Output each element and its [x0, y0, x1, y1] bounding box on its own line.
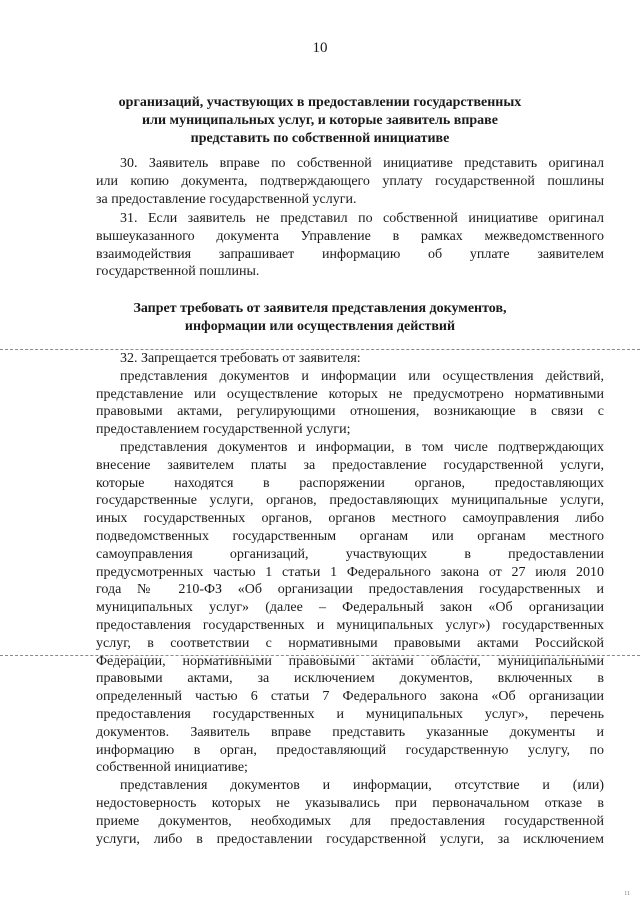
- text-line: недостоверность которых не указывались при первоначальном отказе в: [96, 795, 604, 811]
- text-line: правовыми актами, за исключением документов, включенных в: [96, 671, 604, 687]
- heading-line: информации или осуществления действий: [184, 319, 456, 334]
- text-line: Федерации, нормативными правовыми актами области, муниципальными: [96, 653, 604, 669]
- text-line: документов. Заявитель вправе представить указанные документы и: [96, 724, 604, 740]
- text-line: за предоставление государственной услуги.: [96, 191, 357, 207]
- paragraph-32: [96, 350, 604, 848]
- scan-artifact-line: [0, 655, 640, 656]
- text-line: которые находятся в распоряжении органов, предоставляющих: [96, 475, 604, 491]
- text-line: предоставления государственных и муниципальных услуг») государственных: [96, 617, 604, 633]
- text-line: 32. Запрещается требовать от заявителя:: [120, 351, 361, 366]
- text-line: государственные услуги, органов, предоставляющих муниципальные услуги,: [96, 493, 604, 509]
- text-line: подведомственных государственным органам или органам местного: [96, 528, 604, 544]
- section-heading-documents: [90, 94, 550, 148]
- heading-line: представить по собственной инициативе: [190, 131, 450, 146]
- text-line: 30. Заявитель вправе по собственной инициативе представить оригинал: [120, 156, 604, 171]
- text-line: правовыми актами, регулирующими отношения, возникающие в связи с: [96, 404, 604, 420]
- paragraph-31: [96, 210, 604, 281]
- text-line: собственной инициативе;: [96, 760, 248, 776]
- text-line: взаимодействия запрашивает информацию об уплате заявителем: [96, 246, 604, 262]
- heading-line: организаций, участвующих в предоставлении государственных: [118, 95, 522, 110]
- text-line: определенный частью 6 статьи 7 Федерального закона «Об организации: [96, 689, 604, 705]
- heading-line: Запрет требовать от заявителя представления документов,: [133, 301, 507, 316]
- text-line: представления документов и информации или осуществления действий,: [120, 368, 604, 384]
- text-line: предоставлением государственной услуги;: [96, 422, 351, 438]
- text-line: иных государственных органов, органов местного самоуправления либо: [96, 511, 604, 527]
- text-line: услуг, в соответствии с нормативными правовыми актами Российской: [96, 635, 604, 651]
- text-line: представления документов и информации, отсутствие и (или): [120, 778, 604, 794]
- text-line: внесение заявителем платы за предоставление государственной услуги,: [96, 457, 604, 473]
- text-line: муниципальных услуг» (далее – Федеральный закон «Об организации: [96, 600, 604, 616]
- text-line: или копию документа, подтверждающего уплату государственной пошлины: [96, 173, 604, 189]
- page-number: 10: [312, 40, 328, 56]
- paragraph-30: [96, 155, 604, 208]
- text-line: года № 210-ФЗ «Об организации предоставления государственных и: [96, 582, 604, 598]
- heading-line: или муниципальных услуг, и которые заявитель вправе: [142, 113, 498, 128]
- text-line: вышеуказанного документа Управление в рамках межведомственного: [96, 228, 604, 244]
- corner-mark: 11: [624, 891, 630, 897]
- text-line: представления документов и информации, в том числе подтверждающих: [120, 439, 604, 455]
- text-line: государственной пошлины.: [96, 264, 260, 280]
- text-line: 31. Если заявитель не представил по собственной инициативе оригинал: [120, 211, 604, 226]
- text-line: предусмотренных частью 1 статьи 1 Федерального закона от 27 июля 2010: [96, 564, 604, 580]
- section-heading-prohibition: [90, 300, 550, 336]
- text-line: представление или осуществление которых не предусмотрено нормативными: [96, 386, 604, 402]
- text-line: приеме документов, необходимых для предоставления государственной: [96, 813, 604, 829]
- text-line: самоуправления организаций, участвующих в предоставлении: [96, 546, 604, 562]
- text-line: информацию в орган, предоставляющий государственную услугу, по: [96, 742, 604, 758]
- text-line: услуги, либо в предоставлении государственной услуги, за исключением: [96, 831, 604, 847]
- text-line: предоставления государственных и муниципальных услуг», перечень: [96, 706, 604, 722]
